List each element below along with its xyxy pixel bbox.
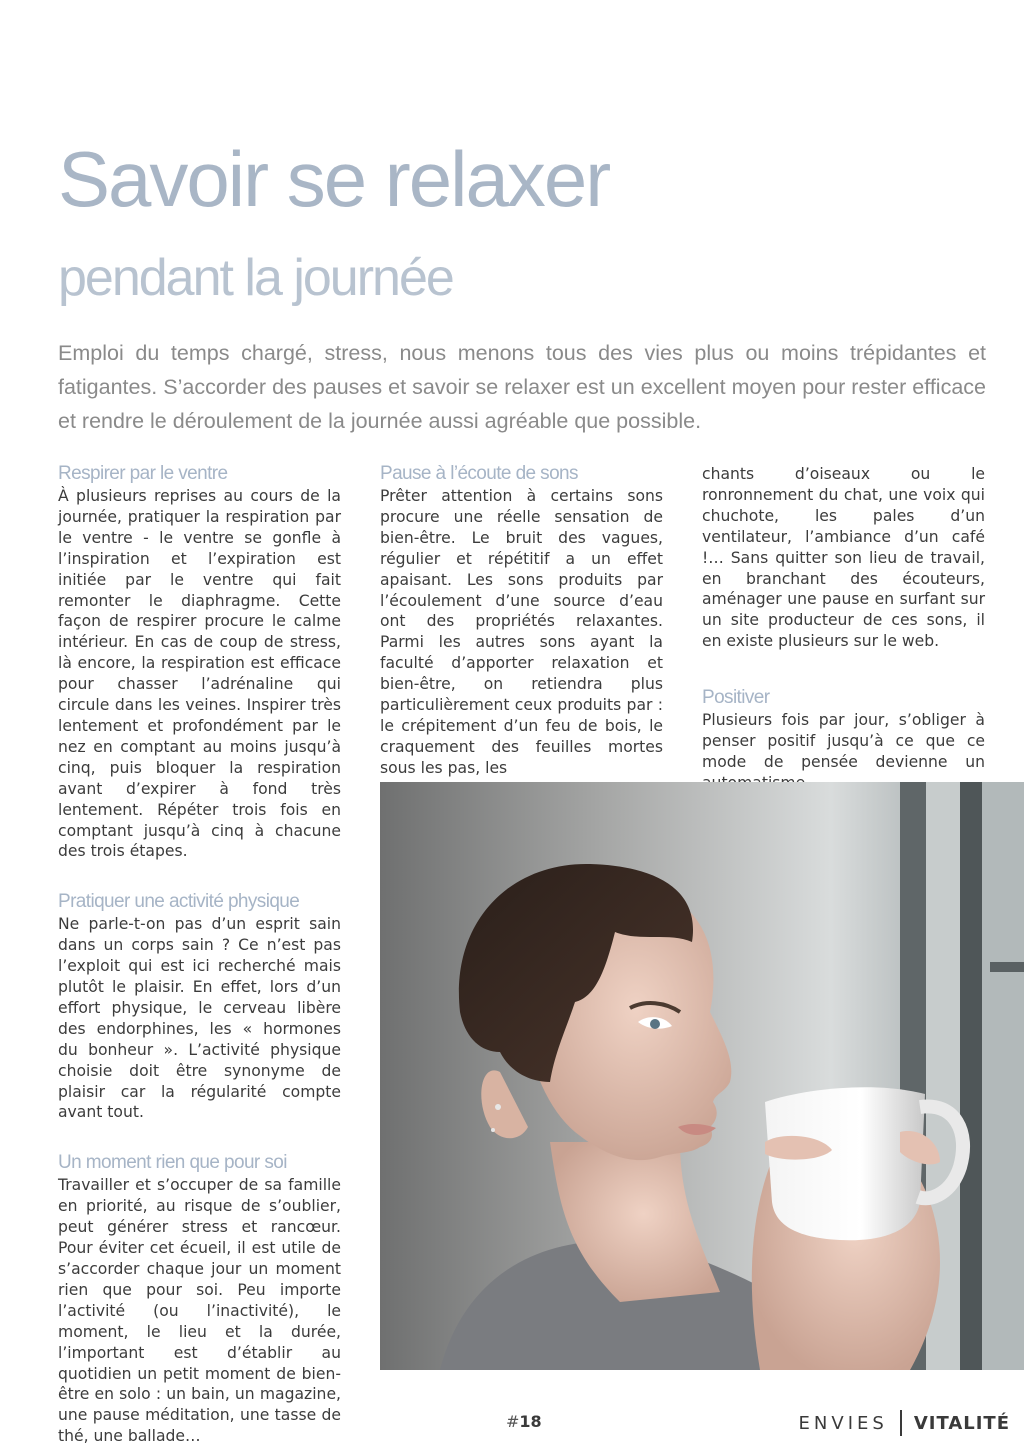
section-vitalite: VITALITÉ xyxy=(913,1412,1010,1434)
text-sons: Prêter attention à certains sons procure une réelle sensation de bien-être. Le bruit des vagues, régulier et répétitif a un effet apaisant. Les sons produits par l’écoulement d’une source d’eau ont des propriétés relaxantes. Parmi les autres sons ayant la faculté d’apporter relaxation et bien-être, on retiendra plus particulièrement ceux produits par : le crépitement d’un feu de bois, le craquement des feuilles mortes sous les pas, les xyxy=(380,487,663,777)
column-left xyxy=(58,462,341,1447)
page-subtitle: pendant la journée xyxy=(58,249,453,307)
page-number xyxy=(506,1412,542,1431)
section-label xyxy=(799,1410,1010,1436)
heading-moment: Un moment rien que pour soi xyxy=(58,1152,287,1174)
section-divider xyxy=(900,1410,902,1436)
text-moment: Travailler et s’occuper de sa famille en priorité, au risque de s’oublier, peut générer stress et rancœur. Pour éviter cet écueil, il est utile de s’accorder chaque jour un moment rien que pour soi. Peu importe l’activité (ou l’inactivité), le moment, le lieu et la durée, l’important est d’établir au quotidien un petit moment de bien-être en solo : un bain, un magazine, une pause méditation, une tasse de thé, une ballade… xyxy=(58,1176,341,1446)
photo-woman-with-cup xyxy=(380,782,1024,1370)
page-title: Savoir se relaxer xyxy=(58,135,610,223)
heading-sons: Pause à l’écoute de sons xyxy=(380,463,578,484)
column-right xyxy=(702,464,985,794)
section-envies: ENVIES xyxy=(798,1412,888,1434)
heading-activite: Pratiquer une activité physique xyxy=(58,891,300,913)
page-hash: # xyxy=(506,1412,520,1431)
text-positiver: Plusieurs fois par jour, s’obliger à penser positif jusqu’à ce que ce mode de pensée devienne un xyxy=(702,711,985,771)
text-sons-continuation: chants d’oiseaux ou le ronronnement du chat, une voix qui chuchote, les pales d’un ventilateur, l’ambiance d’un café !… Sans quitter son lieu de travail, en branchant des écouteurs, aménager une pause en surfant sur un site producteur de ces sons, il en existe plusieurs sur le web. xyxy=(702,465,985,651)
text-respirer: À plusieurs reprises au cours de la journée, pratiquer la respiration par le ventre - le ventre se gonfle à l’inspiration et l’expiration est initiée par le ventre qui fait remonter le diaphragme. Cette façon de respirer procure le calme intérieur. En cas de coup de stress, là encore, la respiration est efficace pour chasser l’adrénaline qui circule dans les veines. Inspirer très lentement et profondément par le nez en comptant au moins jusqu’à cinq, puis bloquer la respiration avant d’expirer à fond très lentement. Répéter trois fois en comptant jusqu’à cinq à chacune des trois étapes. xyxy=(58,487,341,861)
intro-paragraph: Emploi du temps chargé, stress, nous menons tous des vies plus ou moins trépidantes et fatigantes. S’accorder des pauses et savoir se relaxer est un excellent moyen pour rester efficace et rendre le déroulement de la journée aussi agréable que possible. xyxy=(58,341,986,433)
heading-respirer: Respirer par le ventre xyxy=(58,463,228,484)
page-number-value: 18 xyxy=(519,1412,542,1431)
heading-positiver: Positiver xyxy=(702,687,770,709)
column-middle xyxy=(380,462,663,779)
text-activite: Ne parle-t-on pas d’un esprit sain dans un corps sain ? Ce n’est pas l’exploit qui est ici recherché mais plutôt le plaisir. En effet, lors d’un effort physique, le cerveau libère des endorphines, les « hormones du bonheur ». L’activité physique choisie doit être synonyme de plaisir car la régularité compte avant tout. xyxy=(58,915,341,1122)
